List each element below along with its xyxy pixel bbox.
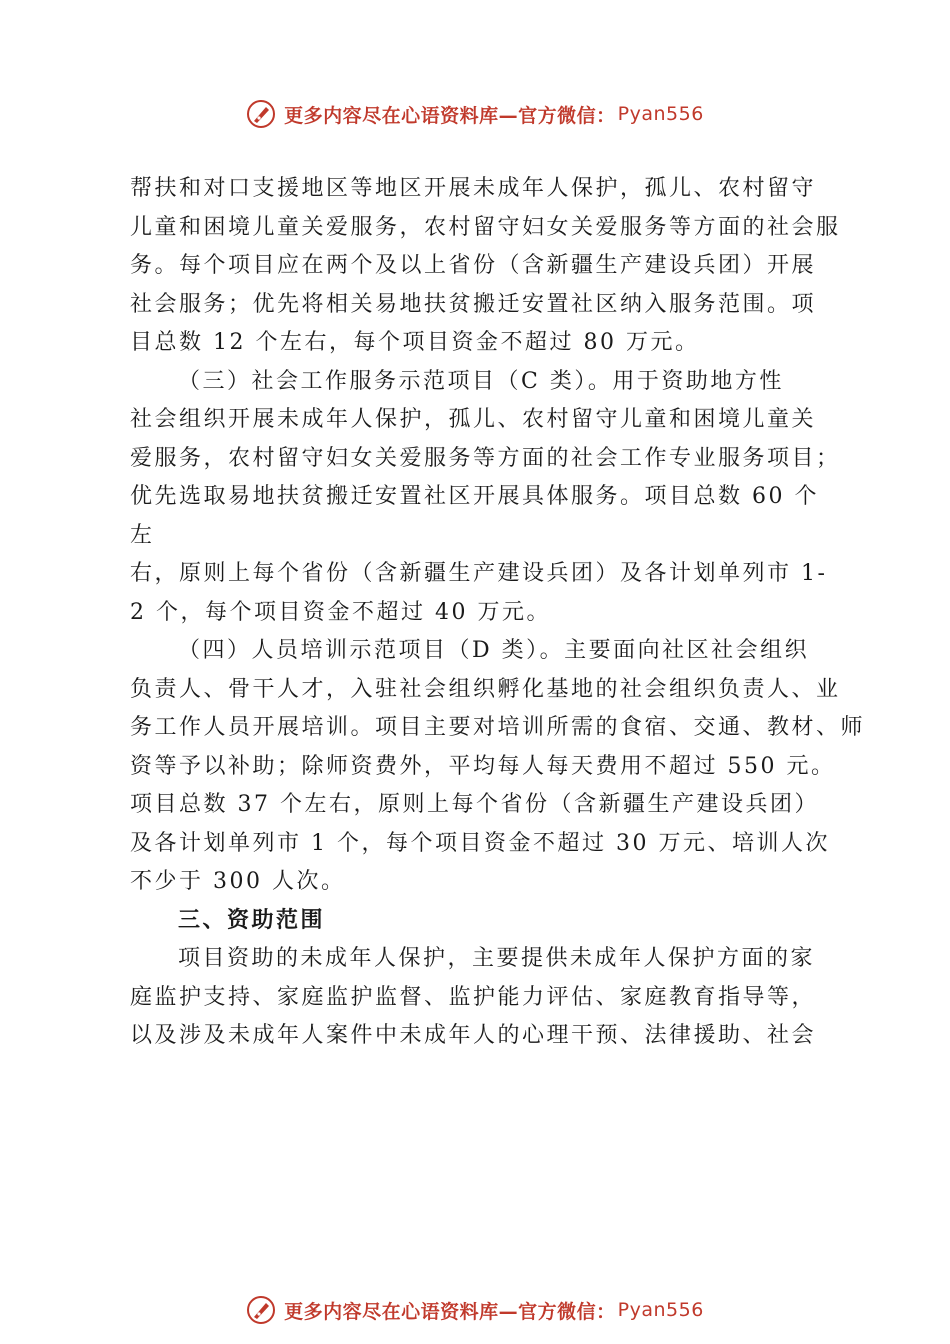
text-line: 左 (130, 522, 155, 548)
section-heading-funding-scope: 三、资助范围 (178, 907, 326, 933)
text-line: 及各计划单列市 1 个，每个项目资金不超过 30 万元、培训人次 (130, 830, 830, 856)
section-heading-c: （三）社会工作服务示范项目（C 类）。用于资助地方性 (178, 368, 784, 394)
pen-nib-logo-icon (246, 99, 276, 129)
document-body (130, 170, 866, 1056)
text-line: 社会组织开展未成年人保护，孤儿、农村留守儿童和困境儿童关 (130, 407, 817, 432)
text-line: 资等予以补助；除师资费外，平均每人每天费用不超过 550 元。 (130, 753, 836, 779)
header-watermark (0, 94, 950, 134)
text-line: 爱服务，农村留守妇女关爱服务等方面的社会工作专业服务项目； (130, 445, 841, 471)
text-line: 庭监护支持、家庭监护监督、监护能力评估、家庭教育指导等， (130, 984, 817, 1010)
watermark-text: 更多内容尽在心语资料库—官方微信： (284, 1300, 616, 1323)
text-line: 儿童和困境儿童关爱服务，农村留守妇女关爱服务等方面的社会服 (130, 214, 841, 240)
text-line: 项目总数 37 个左右，原则上每个省份（含新疆生产建设兵团） (130, 792, 819, 817)
text-line: 右，原则上每个省份（含新疆生产建设兵团）及各计划单列市 1- (130, 561, 828, 586)
text-line: 优先选取易地扶贫搬迁安置社区开展具体服务。项目总数 60 个 (130, 484, 819, 509)
text-line: 以及涉及未成年人案件中未成年人的心理干预、法律援助、社会 (130, 1023, 817, 1048)
text-line: 帮扶和对口支援地区等地区开展未成年人保护，孤儿、农村留守 (130, 176, 817, 201)
pen-nib-logo-icon (246, 1295, 276, 1325)
section-heading-d: （四）人员培训示范项目（D 类）。主要面向社区社会组织 (178, 638, 810, 663)
text-line: 务工作人员开展培训。项目主要对培训所需的食宿、交通、教材、师 (130, 715, 866, 740)
footer-watermark (0, 1290, 950, 1330)
text-line: 目总数 12 个左右，每个项目资金不超过 80 万元。 (130, 330, 700, 355)
text-line: 项目资助的未成年人保护，主要提供未成年人保护方面的家 (178, 946, 816, 971)
text-line: 社会服务；优先将相关易地扶贫搬迁安置社区纳入服务范围。项 (130, 291, 817, 317)
text-line: 2 个，每个项目资金不超过 40 万元。 (130, 599, 551, 625)
text-line: 务。每个项目应在两个及以上省份（含新疆生产建设兵团）开展 (130, 253, 817, 278)
watermark-contact: Pyan556 (617, 103, 704, 125)
text-line: 负责人、骨干人才，入驻社会组织孵化基地的社会组织负责人、业 (130, 676, 841, 702)
watermark-text: 更多内容尽在心语资料库—官方微信： (284, 104, 616, 127)
watermark-contact: Pyan556 (617, 1299, 704, 1321)
text-line: 不少于 300 人次。 (130, 869, 346, 894)
